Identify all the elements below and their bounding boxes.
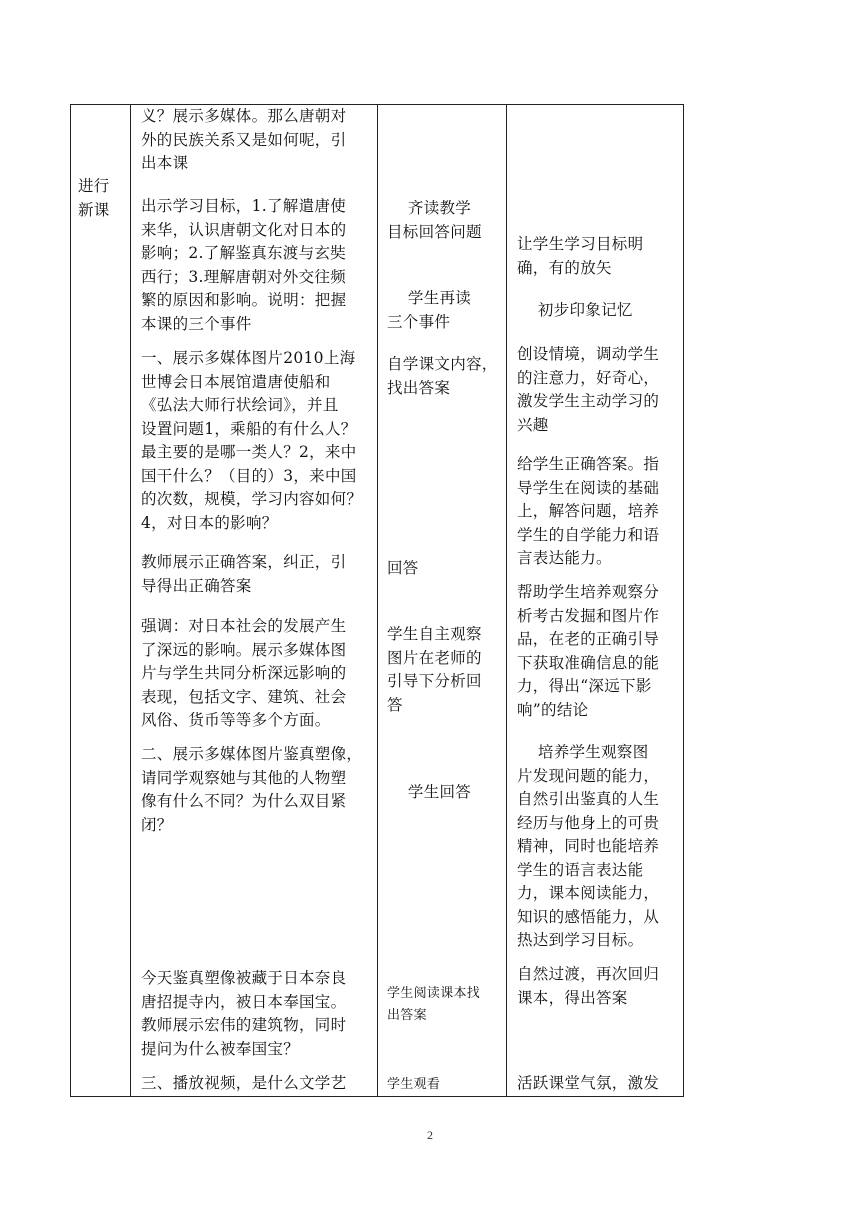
teacher-text-block: 今天鉴真塑像被藏于日本奈良 唐招提寺内，被日本奉国宝。 教师展示宏伟的建筑物，同时 提问为什么被奉国宝？ (141, 969, 347, 1058)
student-text-block: 学生自主观察 图片在老师的 引导下分析回 答 (387, 625, 482, 714)
row-label: 进行 新课 (78, 177, 110, 219)
intent-text-block: 让学生学习目标明 确，有的放矢 (517, 235, 644, 277)
intent-text-block: 活跃课堂气氛，激发 (517, 1074, 660, 1092)
column-divider (506, 105, 507, 1096)
teacher-text-block: 义？展示多媒体。那么唐朝对 外的民族关系又是如何呢，引 出本课 (141, 107, 347, 172)
student-text-block: 齐读教学 目标回答问题 (387, 199, 482, 241)
student-text-block: 自学课文内容， 找出答案 (387, 355, 498, 397)
student-text-block: 学生回答 (387, 783, 472, 801)
intent-text-block: 自然过渡，再次回归 课本，得出答案 (517, 965, 660, 1007)
teacher-text-block: 一、展示多媒体图片2010上海 世博会日本展馆遣唐使船和 《弘法大师行状绘词》，并且 设置问题1，乘船的有什么人？ 最主要的是哪一类人？2，来中 国干什么？（目的）3，来中国 的次数，规模，学习内容如何？ 4，对日本的影响？ (141, 349, 363, 532)
lesson-plan-table (70, 104, 684, 1097)
teacher-text-block: 出示学习目标，1.了解遣唐使 来华，认识唐朝文化对日本的 影响；2.了解鉴真东渡与玄奘 西行；3.理解唐朝对外交往频 繁的原因和影响。说明：把握 本课的三个事件 (141, 197, 347, 333)
student-text-block: 回答 (387, 559, 419, 577)
intent-text-block: 初步印象记忆 (517, 301, 633, 319)
intent-text-block: 帮助学生培养观察分 析考古发掘和图片作 品，在老的正确引导 下获取准确信息的能 力，得出“深远下影 响”的结论 (517, 583, 660, 719)
intent-text-block: 给学生正确答案。指 导学生在阅读的基础 上，解答问题，培养 学生的自学能力和语 言表达能力。 (517, 455, 660, 567)
teacher-text-block: 三、播放视频，是什么文学艺 (141, 1074, 347, 1092)
student-text-block: 学生阅读课本找 出答案 (387, 986, 481, 1023)
intent-text-block: 培养学生观察图 片发现问题的能力， 自然引出鉴真的人生 经历与他身上的可贵 精神，同时也能培养 学生的语言表达能 力，课本阅读能力， 知识的感悟能力，从 热达到学习目标。 (517, 743, 660, 949)
student-text-block: 学生再读 三个事件 (387, 289, 472, 331)
page-number: 2 (427, 1128, 433, 1142)
intent-text-block: 创设情境，调动学生 的注意力，好奇心， 激发学生主动学习的 兴趣 (517, 345, 660, 434)
teacher-text-block: 教师展示正确答案，纠正，引 导得出正确答案 (141, 553, 347, 595)
column-divider (130, 105, 131, 1096)
student-text-block: 学生观看 (387, 1077, 441, 1092)
teacher-text-block: 二、展示多媒体图片鉴真塑像， 请同学观察她与其他的人物塑 像有什么不同？为什么双目紧 闭？ (141, 745, 363, 834)
column-divider (377, 105, 378, 1096)
teacher-text-block: 强调：对日本社会的发展产生 了深远的影响。展示多媒体图 片与学生共同分析深远影响的 表现，包括文字、建筑、社会 风俗、货币等等多个方面。 (141, 617, 347, 729)
